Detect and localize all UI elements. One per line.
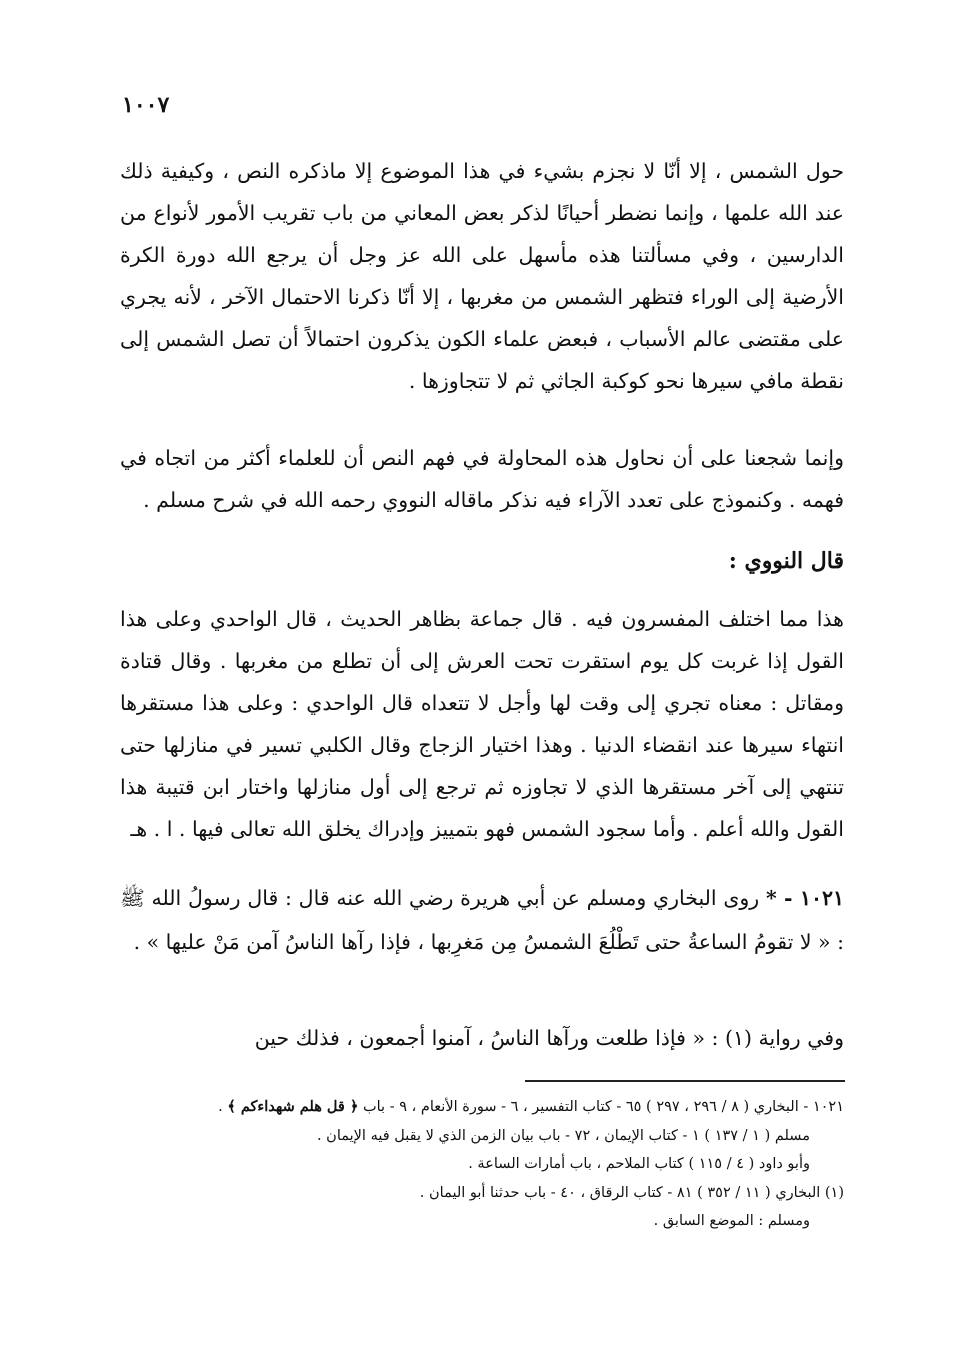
hadith-number: ١٠٢١ - * (765, 886, 844, 910)
footnotes (120, 1093, 844, 1236)
paragraph-scholars-opinions: وإنما شجعنا على أن نحاول هذه المحاولة في فهم النص أن للعلماء أكثر من اتجاه في فهمه . وكنموذج على تعدد الآراء فيه نذكر ماقاله النووي رحمه الله في شرح مسلم . (120, 446, 844, 512)
section-heading-nawawi: قال النووي : (728, 548, 844, 574)
paragraph-riwaya: وفي رواية (١) : « فإذا طلعت ورآها الناسُ ، آمنوا أجمعون ، فذلك حين (254, 1026, 844, 1050)
footnote-line: مسلم ( ١ / ١٣٧ ) ١ - كتاب الإيمان ، ٧٢ - باب بيان الزمن الذي لا يقبل فيه الإيمان . (316, 1127, 810, 1144)
page-number: ١٠٠٧ (122, 92, 170, 118)
footnote-line: (١) البخاري ( ١١ / ٣٥٢ ) ٨١ - كتاب الرقاق ، ٤٠ - باب حدثنا أبو اليمان . (419, 1184, 844, 1201)
footnote-line: ١٠٢١ - البخاري ( ٨ / ٢٩٦ ، ٢٩٧ ) ٦٥ - كتاب التفسير ، ٦ - سورة الأنعام ، ٩ - باب ﴿ قل هلم شهداءكم ﴾ . (218, 1098, 844, 1115)
paragraph-sun-orbit: حول الشمس ، إلا أنّا لا نجزم بشيء في هذا الموضوع إلا ماذكره النص ، وكيفية ذلك عند الله علمها ، وإنما نضطر أحيانًا لذكر بعض المعاني من باب تقريب الأمور لأنواع من الدارسين ، وفي مسألتنا هذه مأسهل على الله عز وجل أن يرجع الله دورة الكرة الأرضية إلى الوراء فتظهر الشمس من مغربها ، إلا أنّا ذكرنا الاحتمال الآخر ، لأنه يجري على مقتضى عالم الأسباب ، فبعض علماء الكون يذكرون احتمالاً أن تصل الشمس إلى نقطة مافي سيرها نحو كوكبة الجاثي ثم لا تتجاوزها . (120, 159, 844, 393)
footnote-divider (525, 1080, 845, 1082)
paragraph-nawawi-quote: هذا مما اختلف المفسرون فيه . قال جماعة بظاهر الحديث ، قال الواحدي وعلى هذا القول إذا غربت كل يوم استقرت تحت العرش إلى أن تطلع من مغربها . وقال قتادة ومقاتل : معناه تجري إلى وقت لها وأجل لا تتعداه قال الواحدي : وعلى هذا مستقرها انتهاء سيرها عند انقضاء الدنيا . وهذا اختيار الزجاج وقال الكلبي تسير في منازلها حتى تنتهي إلى آخر مستقرها الذي لا تجاوزه ثم ترجع إلى أول منازلها واختار ابن قتيبة هذا القول والله أعلم . وأما سجود الشمس فهو بتمييز وإدراك يخلق الله تعالى فيها . ا . هـ (120, 607, 844, 841)
footnote-line: ومسلم : الموضع السابق . (653, 1213, 810, 1229)
hadith-text: روى البخاري ومسلم عن أبي هريرة رضي الله عنه قال : قال رسولُ الله ﷺ : « لا تقومُ الساعةُ حتى تَطْلُعَ الشمسُ مِن مَغرِبها ، فإذا رآها الناسُ آمن مَنْ عليها » . (120, 886, 844, 954)
footnote-line: وأبو داود ( ٤ / ١١٥ ) كتاب الملاحم ، باب أمارات الساعة . (468, 1156, 810, 1172)
hadith-1021 (120, 876, 844, 964)
